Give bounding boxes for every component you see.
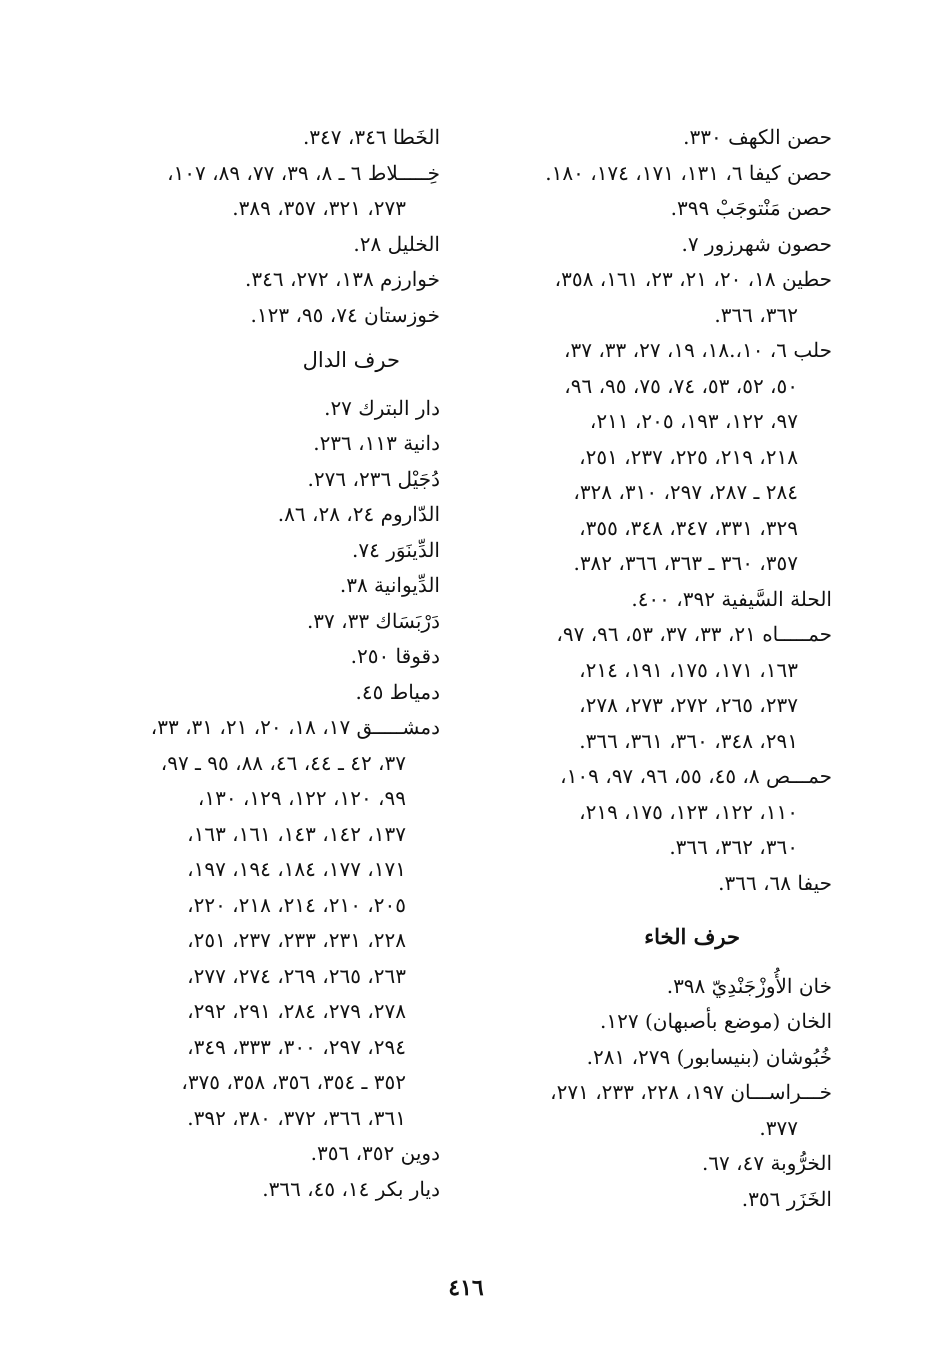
index-entry	[80, 639, 440, 675]
entry-line: حلب ٦، ١٠،.١٨، ١٩، ٢٧، ٣٣، ٣٧،	[564, 338, 832, 362]
entry-line: الخرُّوبة ٤٧، ٦٧.	[701, 1151, 832, 1175]
index-entry	[80, 298, 440, 334]
entry-continuation-line: ٢٨٤ ـ ٢٨٧، ٢٩٧، ٣١٠، ٣٢٨،	[573, 480, 798, 504]
index-entry	[80, 675, 440, 711]
entry-line: خان الأُوزْجَنْدِيّ ٣٩٨.	[666, 973, 832, 998]
entry-line: خوزستان ٧٤، ٩٥، ١٢٣.	[250, 302, 440, 327]
entry-continuation-line: ٣٢٩، ٣٣١، ٣٤٧، ٣٤٨، ٣٥٥،	[579, 515, 798, 540]
entry-line: الخان (موضع بأصبهان) ١٢٧.	[600, 1009, 832, 1033]
right-column	[487, 120, 832, 1217]
section-heading-dal: حرف الدال	[302, 348, 400, 372]
entry-line: دوين ٣٥٢، ٣٥٦.	[310, 1141, 440, 1165]
index-entry	[80, 1136, 440, 1172]
entry-line: الدِّينَوَر ٧٤.	[352, 537, 440, 562]
index-entry	[80, 568, 440, 604]
entry-continuation-line: ٣٦٢، ٣٦٦.	[714, 302, 798, 327]
entry-line: الخَزَر ٣٥٦.	[741, 1186, 832, 1211]
right-entries-top	[487, 120, 832, 901]
index-entry	[80, 391, 440, 427]
entry-continuation-line: ٢٠٥، ٢١٠، ٢١٤، ٢١٨، ٢٢٠،	[187, 892, 406, 917]
page-number: ٤١٦	[448, 1275, 484, 1301]
entry-continuation-line: ٢٣٧، ٢٦٥، ٢٧٢، ٢٧٣، ٢٧٨،	[579, 693, 798, 717]
entry-continuation-line: ٣٧٧.	[759, 1115, 798, 1140]
index-entry	[487, 759, 832, 866]
index-entry	[487, 191, 832, 227]
entry-continuation-line: ٣٥٧، ٣٦٠ ـ ٣٦٣، ٣٦٦، ٣٨٢.	[573, 551, 798, 575]
entry-continuation-line: ٢١٨، ٢١٩، ٢٢٥، ٢٣٧، ٢٥١،	[579, 444, 798, 469]
entry-continuation-line: ٢٩٤، ٢٩٧، ٣٠٠، ٣٣٣، ٣٤٩،	[187, 1034, 406, 1059]
entry-line: حصون شهرزور ٧.	[681, 231, 832, 256]
entry-line: حمـــص ٨، ٤٥، ٥٥، ٩٦، ٩٧، ١٠٩،	[560, 764, 832, 788]
index-entry	[80, 604, 440, 640]
entry-line: دمياط ٤٥.	[355, 679, 440, 704]
entry-continuation-line: ١٦٣، ١٧١، ١٧٥، ١٩١، ٢١٤،	[579, 657, 798, 682]
entry-line: الدِّيوانية ٣٨.	[339, 573, 440, 597]
entry-continuation-line: ١٣٧، ١٤٢، ١٤٣، ١٦١، ١٦٣،	[187, 821, 406, 846]
index-entry	[487, 1040, 832, 1076]
entry-continuation-line: ٢٩١، ٣٤٨، ٣٦٠، ٣٦١، ٣٦٦.	[579, 728, 798, 753]
index-entry	[80, 227, 440, 263]
left-column	[80, 120, 440, 1207]
entry-line: ديار بكر ١٤، ٤٥، ٣٦٦.	[262, 1176, 440, 1201]
index-entry	[80, 1172, 440, 1208]
entry-continuation-line: ١١٠، ١٢٢، ١٢٣، ١٧٥، ٢١٩،	[579, 799, 798, 824]
index-entry	[487, 1075, 832, 1146]
entry-continuation-line: ٢٦٣، ٢٦٥، ٢٦٩، ٢٧٤، ٢٧٧،	[187, 963, 406, 988]
entry-continuation-line: ٢٧٣، ٣٢١، ٣٥٧، ٣٨٩.	[232, 196, 406, 220]
entry-line: حصن كيفا ٦، ١٣١، ١٧١، ١٧٤، ١٨٠.	[545, 160, 832, 185]
index-entry	[80, 710, 440, 1136]
entry-continuation-line: ٥٠، ٥٢، ٥٣، ٧٤، ٧٥، ٩٥، ٩٦،	[564, 373, 798, 398]
index-entry	[487, 156, 832, 192]
index-entry	[487, 866, 832, 902]
entry-line: دُجَيْل ٢٣٦، ٢٧٦.	[307, 466, 440, 491]
right-entries-bottom	[487, 969, 832, 1218]
entry-line: دار البترك ٢٧.	[324, 395, 440, 420]
entry-line: الخَطا ٣٤٦، ٣٤٧.	[302, 125, 440, 149]
entry-line: الخليل ٢٨.	[353, 231, 440, 256]
entry-continuation-line: ٣٦١، ٣٦٦، ٣٧٢، ٣٨٠، ٣٩٢.	[187, 1105, 406, 1130]
index-entry	[80, 262, 440, 298]
entry-line: خـــراســـان ١٩٧، ٢٢٨، ٢٣٣، ٢٧١،	[550, 1080, 832, 1104]
entry-line: حطين ١٨، ٢٠، ٢١، ٢٣، ١٦١، ٣٥٨،	[554, 267, 832, 291]
entry-line: الحلة السَّيفية ٣٩٢، ٤٠٠.	[631, 586, 832, 611]
entry-continuation-line: ٣٦٠، ٣٦٢، ٣٦٦.	[669, 835, 798, 859]
entry-continuation-line: ٣٧، ٤٢ ـ ٤٤، ٤٦، ٨٨، ٩٥ ـ ٩٧،	[160, 750, 406, 775]
entry-line: دَرْبَسَاك ٣٣، ٣٧.	[306, 608, 440, 633]
entry-line: حصن مَنْتوجَبْ ٣٩٩.	[670, 196, 832, 220]
entry-line: خِـــــلاط ٦ ـ ٨، ٣٩، ٧٧، ٨٩، ١٠٧،	[167, 160, 440, 185]
entry-continuation-line: ٢٢٨، ٢٣١، ٢٣٣، ٢٣٧، ٢٥١،	[187, 928, 406, 952]
index-entry	[487, 120, 832, 156]
index-entry	[80, 156, 440, 227]
index-entry	[80, 462, 440, 498]
entry-continuation-line: ٢٧٨، ٢٧٩، ٢٨٤، ٢٩١، ٢٩٢،	[187, 999, 406, 1023]
entry-continuation-line: ١٧١، ١٧٧، ١٨٤، ١٩٤، ١٩٧،	[187, 857, 406, 881]
entry-line: دانية ١١٣، ٢٣٦.	[313, 431, 440, 455]
left-entries-bottom	[80, 391, 440, 1208]
index-entry	[487, 969, 832, 1005]
entry-line: خُبُوشان (بنيسابور) ٢٧٩، ٢٨١.	[586, 1044, 832, 1069]
left-entries-top	[80, 120, 440, 333]
index-entry	[487, 582, 832, 618]
entry-line: دقوقا ٢٥٠.	[350, 644, 440, 668]
entry-continuation-line: ٩٧، ١٢٢، ١٩٣، ٢٠٥، ٢١١،	[589, 409, 798, 433]
index-entry	[487, 333, 832, 582]
entry-continuation-line: ٩٩، ١٢٠، ١٢٢، ١٢٩، ١٣٠،	[197, 786, 406, 810]
entry-line: حيفا ٦٨، ٣٦٦.	[718, 870, 832, 895]
entry-line: حمـــــاه ٢١، ٣٣، ٣٧، ٥٣، ٩٦، ٩٧،	[556, 622, 832, 646]
entry-line: دمشـــــق ١٧، ١٨، ٢٠، ٢١، ٣١، ٣٣،	[150, 715, 440, 739]
index-entry	[487, 1004, 832, 1040]
index-entry	[487, 617, 832, 759]
entry-continuation-line: ٣٥٢ ـ ٣٥٤، ٣٥٦، ٣٥٨، ٣٧٥،	[181, 1070, 406, 1094]
index-entry	[80, 533, 440, 569]
entry-line: حصن الكهف ٣٣٠.	[683, 125, 832, 149]
index-entry	[80, 120, 440, 156]
index-entry	[80, 426, 440, 462]
index-entry	[487, 1182, 832, 1218]
index-entry	[487, 262, 832, 333]
entry-line: الدّاروم ٢٤، ٢٨، ٨٦.	[277, 502, 440, 526]
index-entry	[487, 227, 832, 263]
index-entry	[487, 1146, 832, 1182]
entry-line: خوارزم ١٣٨، ٢٧٢، ٣٤٦.	[245, 267, 440, 291]
section-heading-kha: حرف الخاء	[644, 924, 740, 949]
index-entry	[80, 497, 440, 533]
